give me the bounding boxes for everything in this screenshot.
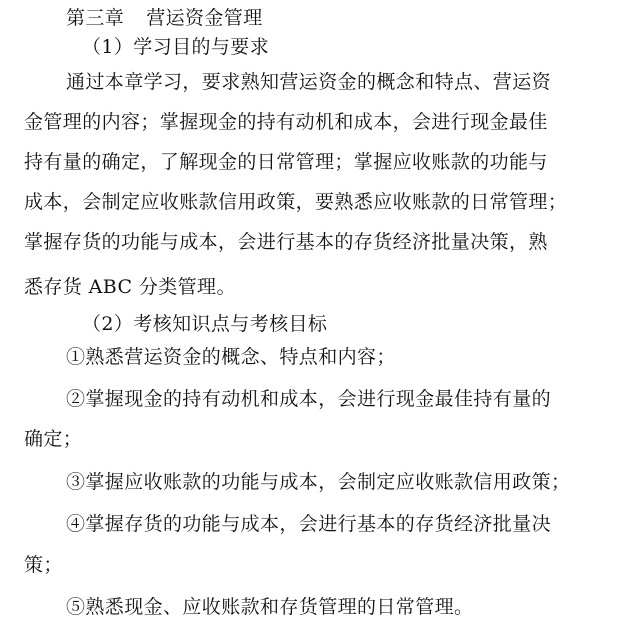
section-heading-assessment: （2）考核知识点与考核目标 xyxy=(82,313,328,335)
list-item: ②掌握现金的持有动机和成本，会进行现金最佳持有量的 xyxy=(66,388,552,410)
section-heading-objectives: （1）学习目的与要求 xyxy=(82,36,270,58)
paragraph-line: 掌握存货的功能与成本，会进行基本的存货经济批量决策，熟 xyxy=(24,231,548,253)
chapter-title: 营运资金管理 xyxy=(146,7,263,29)
paragraph-line: 成本，会制定应收账款信用政策，要熟悉应收账款的日常管理； xyxy=(24,191,568,213)
list-item-continuation: 策； xyxy=(24,554,63,576)
list-item: ①熟悉营运资金的概念、特点和内容； xyxy=(66,346,396,368)
chapter-heading xyxy=(66,6,633,30)
list-item: ⑤熟悉现金、应收账款和存货管理的日常管理。 xyxy=(66,596,474,618)
paragraph-line: 通过本章学习，要求熟知营运资金的概念和特点、营运资 xyxy=(66,71,552,93)
list-item-continuation: 确定； xyxy=(24,428,83,450)
list-item: ③掌握应收账款的功能与成本，会制定应收账款信用政策； xyxy=(66,471,571,493)
paragraph-line: 悉存货 ABC 分类管理。 xyxy=(24,276,236,298)
paragraph-line: 持有量的确定，了解现金的日常管理；掌握应收账款的功能与 xyxy=(24,151,548,173)
list-item: ④掌握存货的功能与成本，会进行基本的存货经济批量决 xyxy=(66,513,552,535)
chapter-number: 第三章 xyxy=(66,7,125,29)
paragraph-line: 金管理的内容；掌握现金的持有动机和成本，会进行现金最佳 xyxy=(24,111,548,133)
